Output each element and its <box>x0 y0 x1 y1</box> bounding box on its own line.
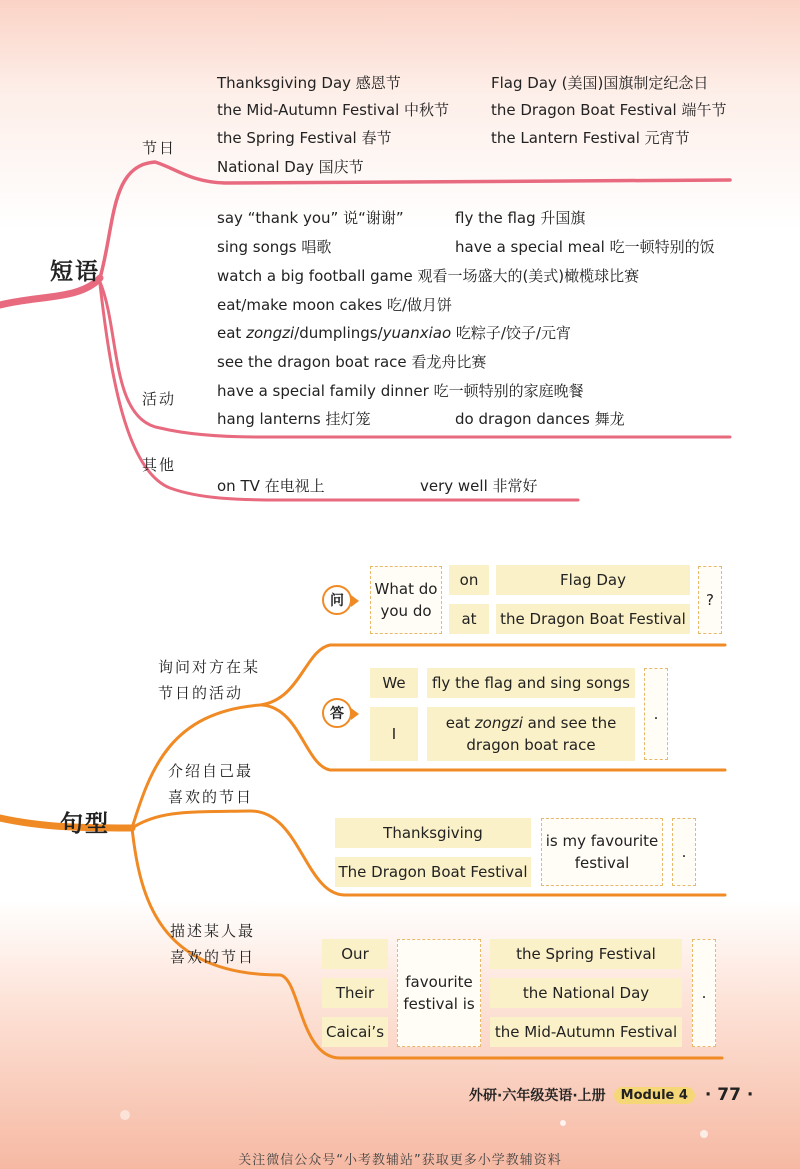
on-box: on <box>449 565 489 595</box>
our-box: Our <box>322 939 388 969</box>
eat-zongzi-box <box>427 707 635 761</box>
activity-item: sing songs 唱歌 <box>217 238 332 256</box>
what-do-you-do-box <box>370 566 442 634</box>
festival-item: the Dragon Boat Festival 端午节 <box>491 101 727 119</box>
dragon-boat-festival-box: The Dragon Boat Festival <box>335 857 531 887</box>
activity-item: hang lanterns 挂灯笼 <box>217 410 371 428</box>
page-number: · 77 · <box>704 1085 754 1105</box>
activity-item: have a special family dinner 吃一顿特别的家庭晚餐 <box>217 382 584 400</box>
eat-suffix: and see the <box>522 714 617 732</box>
decor-dot <box>120 1110 130 1120</box>
decor-dot <box>560 1120 566 1126</box>
phrases-title: 短语 <box>50 259 100 285</box>
at-box: at <box>449 604 489 634</box>
favourite-festival-box <box>541 818 663 886</box>
we-box: We <box>370 668 418 698</box>
others-label: 其他 <box>142 456 177 474</box>
intro-label <box>168 758 253 810</box>
activity-item: see the dragon boat race 看龙舟比赛 <box>217 353 487 371</box>
dragon-boat-festival-box: the Dragon Boat Festival <box>496 604 690 634</box>
fav-is-line2: festival is <box>403 995 475 1013</box>
ask-label-line1: 询问对方在某 <box>158 658 261 676</box>
page-footer <box>469 1085 753 1105</box>
ask-label <box>158 654 260 706</box>
question-end-box: ? <box>698 566 722 634</box>
answer-end-box: . <box>644 668 668 760</box>
caicai-box: Caicai’s <box>322 1017 388 1047</box>
book-title: 外研·六年级英语·上册 <box>469 1088 606 1104</box>
activity-item: fly the flag 升国旗 <box>455 209 586 227</box>
describe-label-line1: 描述某人最 <box>170 922 256 940</box>
eat-prefix: eat <box>445 714 475 732</box>
question-mark-icon: 问 <box>322 585 352 615</box>
what-do-line2: you do <box>380 602 432 620</box>
eat-zongzi-line1 <box>446 712 617 734</box>
describe-label-line2: 喜欢的节日 <box>170 948 256 966</box>
intro-label-line2: 喜欢的节日 <box>168 788 254 806</box>
activity-text: 吃粽子/饺子/元宵 <box>451 324 572 342</box>
festival-item: the Lantern Festival 元宵节 <box>491 129 690 147</box>
activity-item: watch a big football game 观看一场盛大的(美式)橄榄球比赛 <box>217 267 640 285</box>
activity-item: do dragon dances 舞龙 <box>455 410 625 428</box>
festival-branch <box>100 162 730 278</box>
patterns-title: 句型 <box>60 811 110 837</box>
intro-label-line1: 介绍自己最 <box>168 762 254 780</box>
module-badge: Module 4 <box>614 1087 695 1104</box>
festival-item: Flag Day (美国)国旗制定纪念日 <box>491 74 709 92</box>
others-item: on TV 在电视上 <box>217 477 325 495</box>
fly-flag-box: fly the flag and sing songs <box>427 668 635 698</box>
mid-autumn-festival-box: the Mid-Autumn Festival <box>490 1017 682 1047</box>
fav-is-line1: favourite <box>405 973 473 991</box>
spring-festival-box: the Spring Festival <box>490 939 682 969</box>
national-day-box: the National Day <box>490 978 682 1008</box>
festival-item: the Mid-Autumn Festival 中秋节 <box>217 101 450 119</box>
festival-item: National Day 国庆节 <box>217 158 364 176</box>
watermark-notice: 关注微信公众号“小考教辅站”获取更多小学教辅资料 <box>238 1153 562 1168</box>
ask-label-line2: 节日的活动 <box>158 684 244 702</box>
festival-label: 节日 <box>142 139 177 157</box>
activity-text: /dumplings/ <box>294 324 383 342</box>
festival-item: the Spring Festival 春节 <box>217 129 392 147</box>
their-box: Their <box>322 978 388 1008</box>
activity-text: eat <box>217 324 247 342</box>
decor-dot <box>700 1130 708 1138</box>
describe-end-box: . <box>692 939 716 1047</box>
activity-item: say “thank you” 说“谢谢” <box>217 209 404 227</box>
i-box: I <box>370 707 418 761</box>
activity-label: 活动 <box>142 390 177 408</box>
zongzi-word: zongzi <box>474 714 523 732</box>
fav-line2: festival <box>574 854 630 872</box>
favourite-festival-is-box <box>397 939 481 1047</box>
others-item: very well 非常好 <box>420 477 538 495</box>
festival-item: Thanksgiving Day 感恩节 <box>217 74 401 92</box>
what-do-line1: What do <box>374 580 438 598</box>
intro-end-box: . <box>672 818 696 886</box>
activity-item: have a special meal 吃一顿特别的饭 <box>455 238 715 256</box>
flag-day-box: Flag Day <box>496 565 690 595</box>
activity-item: eat/make moon cakes 吃/做月饼 <box>217 296 453 314</box>
activity-text-italic: yuanxiao <box>382 324 452 342</box>
fav-line1: is my favourite <box>545 832 659 850</box>
describe-label <box>170 918 255 970</box>
thanksgiving-box: Thanksgiving <box>335 818 531 848</box>
answer-mark-icon: 答 <box>322 698 352 728</box>
eat-zongzi-line2: dragon boat race <box>466 736 596 754</box>
activity-item <box>217 323 571 343</box>
activity-text-italic: zongzi <box>246 324 295 342</box>
